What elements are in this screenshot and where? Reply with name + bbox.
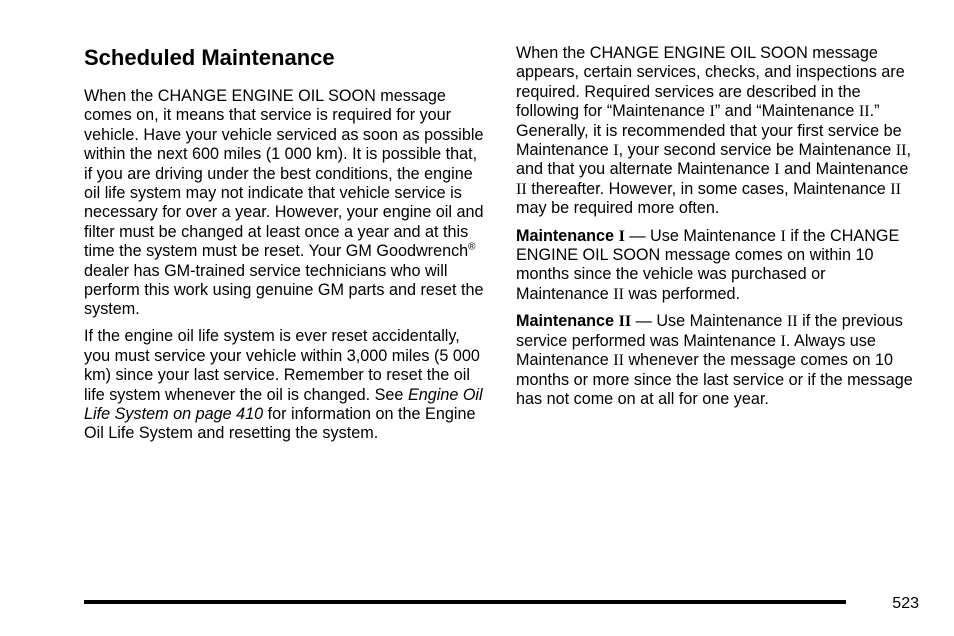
maintenance-i-label xyxy=(516,227,625,245)
text: If the engine oil life system is ever reset accidentally, you must service your vehicle within 3,000 miles (5 000 km) since your last service. Remember to reset the oil life system whenever the oil is changed. See xyxy=(84,327,480,404)
text: if the CHANGE ENGINE OIL SOON message comes on within 10 months since the vehicle was purchased or Maintenance xyxy=(516,226,900,303)
text: . Always use Maintenance xyxy=(516,331,876,370)
roman-numeral: I xyxy=(613,141,619,160)
roman-numeral: I xyxy=(780,226,786,245)
text: , your second service be Maintenance xyxy=(618,141,896,160)
text: ” and “Maintenance xyxy=(714,102,859,121)
roman-numeral: I xyxy=(709,102,715,121)
roman-numeral: II xyxy=(890,179,902,198)
text: — Use Maintenance xyxy=(631,312,787,331)
roman-numeral: II xyxy=(613,351,624,370)
paragraph-reset-accidentally xyxy=(84,327,488,443)
text: whenever the message comes on 10 months or more since the last service or if the message has not come on at all for one year. xyxy=(516,351,913,408)
paragraph-maintenance-ii xyxy=(516,312,920,409)
text: — Use Maintenance xyxy=(624,226,781,245)
roman-numeral: II xyxy=(613,284,624,303)
roman-numeral: II xyxy=(895,141,907,160)
text: and Maintenance xyxy=(779,160,909,179)
label-text: Maintenance xyxy=(516,226,619,245)
text: thereafter. However, in some cases, Maintenance xyxy=(526,179,891,198)
page-number: 523 xyxy=(892,595,919,612)
text: was performed. xyxy=(623,284,741,303)
registered-mark: ® xyxy=(468,241,476,253)
paragraph-oil-message xyxy=(84,87,488,320)
text: may be required more often. xyxy=(516,199,720,218)
cross-reference-link[interactable]: Engine Oil Life System on page 410 xyxy=(84,385,483,423)
roman-numeral: II xyxy=(858,102,870,121)
text: dealer has GM-trained service technicians who will perform this work using genuine GM parts and reset the system. xyxy=(84,261,484,319)
roman-numeral: I xyxy=(774,160,780,179)
section-title: Scheduled Maintenance xyxy=(84,45,335,70)
text: for information on the Engine Oil Life System and resetting the system. xyxy=(84,405,476,443)
roman-numeral: II xyxy=(786,312,798,331)
text: , and that you alternate Maintenance xyxy=(516,141,912,179)
maintenance-ii-label xyxy=(516,312,631,330)
footer-rule xyxy=(84,600,846,604)
right-column xyxy=(516,44,920,417)
paragraph-maintenance-i xyxy=(516,227,920,305)
left-column xyxy=(84,44,488,451)
paragraph-required-services xyxy=(516,44,920,219)
text: .” Generally, it is recommended that your first service be Maintenance xyxy=(516,102,902,160)
roman-numeral: II xyxy=(516,179,527,198)
text: When the CHANGE ENGINE OIL SOON message comes on, it means that service is required for your vehicle. Have your vehicle serviced as soon as possible within the next 600 miles (1 000 km). It is possible that, if you are driving under the best conditions, the engine oil life system may not indicate that vehicle service is necessary for over a year. However, your engine oil and filter must be changed at least once a year and at this time the system must be reset. Your GM Goodwrench xyxy=(84,87,484,261)
text: if the previous service performed was Maintenance xyxy=(516,312,903,350)
roman-numeral: I xyxy=(780,331,786,350)
text: When the CHANGE ENGINE OIL SOON message appears, certain services, checks, and inspections are required. Required services are described in the following for “Maintenance xyxy=(516,44,905,121)
roman-numeral: I xyxy=(618,226,625,245)
roman-numeral: II xyxy=(618,312,632,331)
label-text: Maintenance xyxy=(516,312,619,331)
